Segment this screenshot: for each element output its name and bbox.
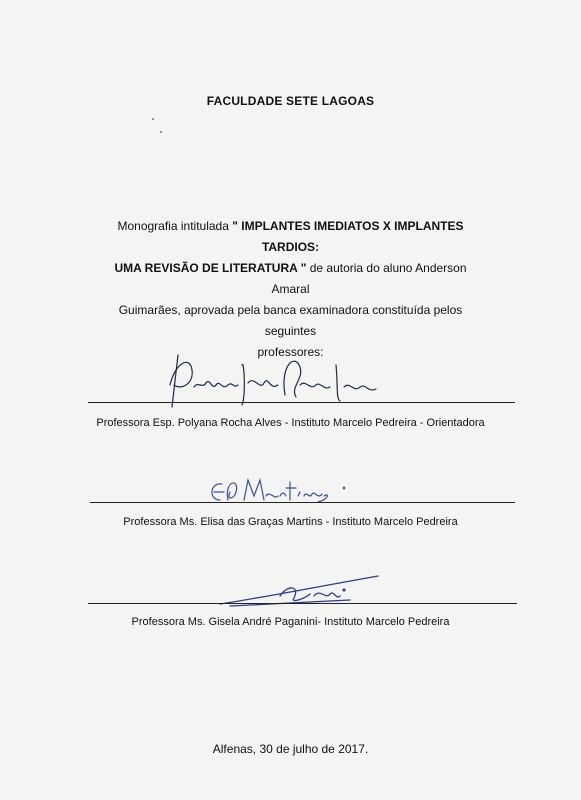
signature-caption: Professora Ms. Gisela André Paganini- Instituto Marcelo Pedreira (131, 616, 450, 628)
intro-line3: Guimarães, aprovada pela banca examinadora constituída pelos seguintes (118, 303, 463, 338)
thesis-title-line1: IMPLANTES IMEDIATOS X IMPLANTES TARDIOS: (241, 219, 464, 254)
thesis-title-line2: UMA REVISÃO DE LITERATURA (114, 261, 298, 275)
approval-statement (100, 216, 481, 363)
signature-gisela (210, 570, 400, 610)
quote-open: " (232, 219, 242, 233)
signing-date: Alfenas, 30 de julho de 2017. (212, 742, 369, 756)
institution-title: FACULDADE SETE LAGOAS (206, 94, 375, 108)
signature-line (88, 603, 517, 604)
signature-caption: Professora Ms. Elisa das Graças Martins - Instituto Marcelo Pedreira (123, 516, 458, 528)
signature-line (88, 402, 515, 403)
signature-caption: Professora Esp. Polyana Rocha Alves - Instituto Marcelo Pedreira - Orientadora (96, 417, 485, 429)
intro-author: de autoria do aluno Anderson Amaral (271, 261, 467, 296)
intro-prefix: Monografia intitulada (117, 219, 233, 233)
scan-speck (160, 131, 162, 133)
intro-line4: professores: (257, 345, 324, 359)
signature-line (90, 502, 515, 503)
quote-close: " (297, 261, 307, 275)
signature-polyana (150, 345, 390, 415)
signature-elisa (200, 470, 350, 510)
scan-speck (152, 118, 154, 120)
